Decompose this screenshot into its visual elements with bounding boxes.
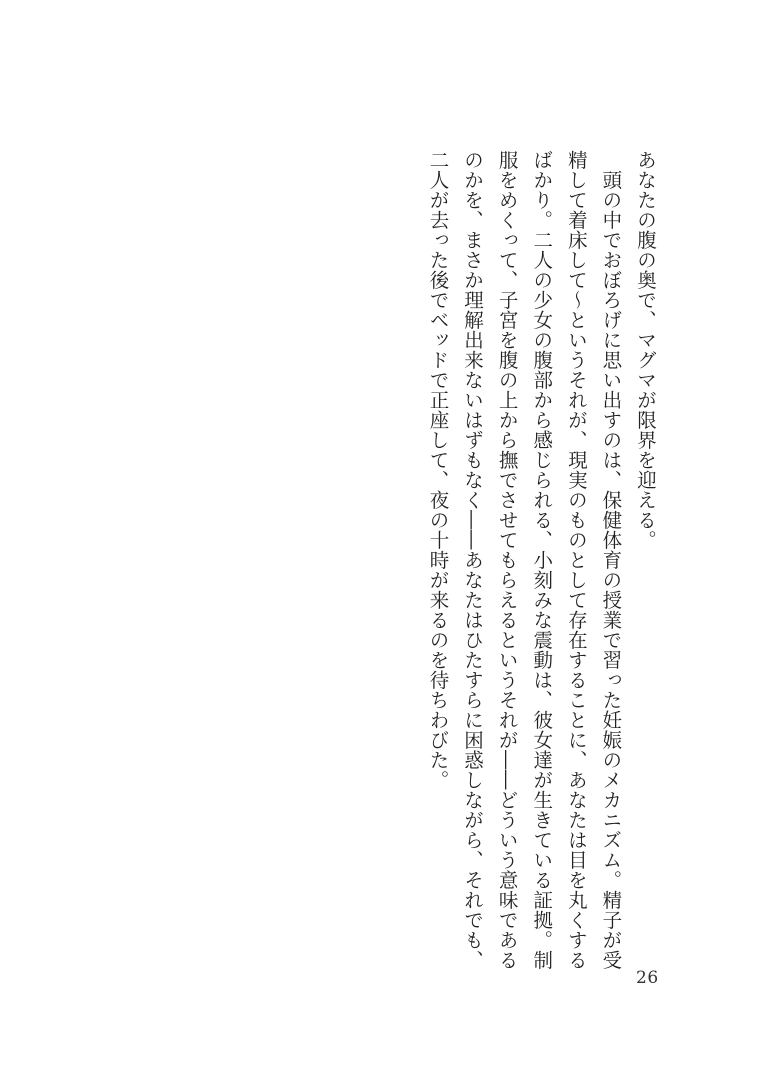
vertical-text-block xyxy=(420,150,662,970)
page-number: 26 xyxy=(636,968,659,988)
paragraph-1: あなたの腹の奥で、マグマが限界を迎える。 xyxy=(634,150,657,550)
paragraph-2: 頭の中でおぼろげに思い出すのは、保健体育の授業で習った妊娠のメカニズム。精子が受精して着床して～というそれが、現実のものとして存在することに、あなたは目を丸くするばかり。二人の少女の腹部から感じられる、小刻みな震動は、彼女達が生きている証拠。制服をめくって、子宮を腹の上から撫でさせてもらえるというそれが――どういう意味であるのかを、まさか理解出来ないはずもなく――あなたはひたすらに困惑しながら、それでも、二人が去った後でベッドで正座して、夜の十時が来るのを待ちわびた。 xyxy=(426,150,623,970)
